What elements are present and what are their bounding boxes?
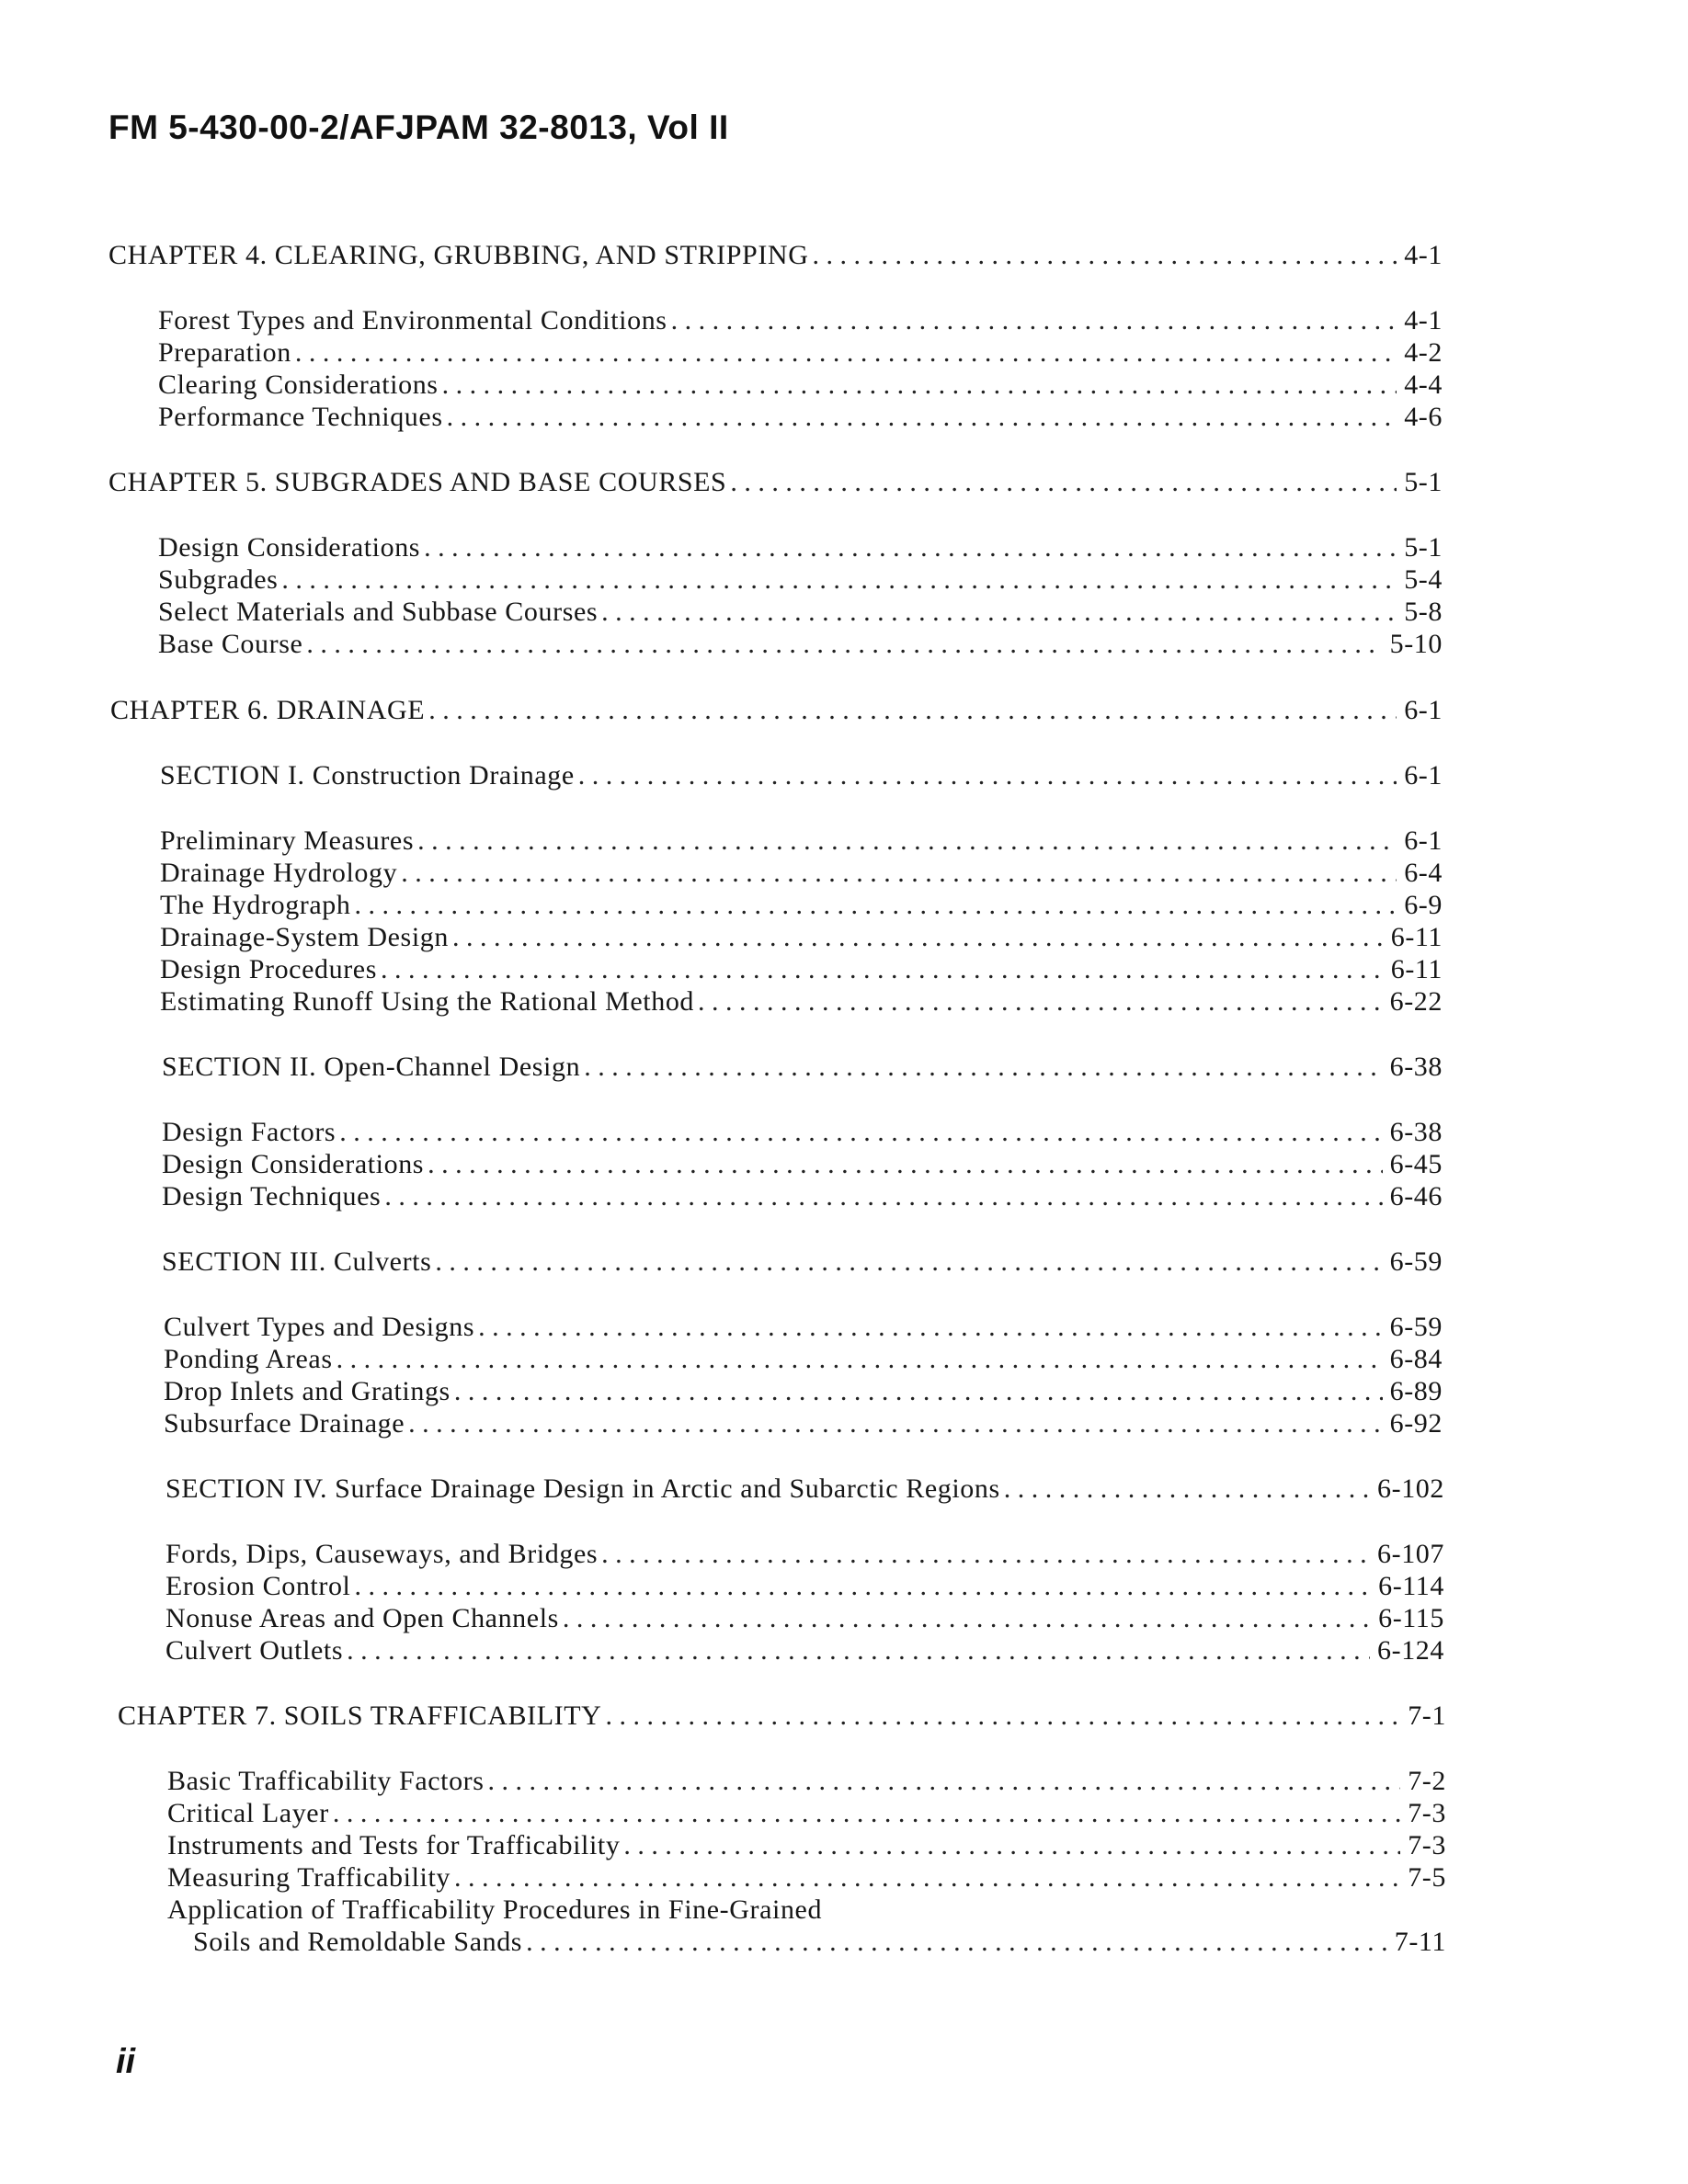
toc-entry-label: Drainage Hydrology (160, 858, 398, 888)
toc-page-number: 7-1 (1408, 1701, 1446, 1731)
toc-page-number: 6-38 (1389, 1052, 1443, 1082)
page-number: ii (116, 2042, 136, 2081)
dot-leader (384, 1180, 1382, 1213)
dot-leader (281, 563, 1397, 597)
toc-entry-label: Drop Inlets and Gratings (164, 1376, 451, 1406)
toc-entry (158, 628, 1443, 661)
toc-entry-label: Fords, Dips, Causeways, and Bridges (165, 1539, 599, 1569)
toc-entry-label: Instruments and Tests for Trafficability (167, 1830, 621, 1860)
dot-leader (424, 531, 1397, 564)
toc-entry-label: Base Course (158, 629, 303, 659)
dot-leader (452, 921, 1384, 954)
toc-page-number: 4-1 (1404, 240, 1443, 270)
toc-page-number: 6-102 (1377, 1473, 1444, 1504)
toc-entry (165, 1570, 1444, 1603)
toc-section-1 (160, 759, 1443, 792)
toc-entry (164, 1343, 1443, 1376)
dot-leader (526, 1926, 1387, 1959)
toc-page-number: 4-4 (1404, 370, 1443, 400)
toc-page-number: 6-45 (1389, 1149, 1443, 1179)
toc-page-number: 5-4 (1404, 564, 1443, 595)
toc-page-number: 4-6 (1404, 402, 1443, 432)
toc-page-number: 6-115 (1378, 1603, 1444, 1633)
toc-entry-label: Design Procedures (160, 954, 377, 984)
toc-entry (167, 1797, 1446, 1830)
dot-leader (355, 889, 1397, 922)
toc-entry (160, 857, 1443, 890)
toc-entry-label: Design Considerations (158, 532, 421, 563)
toc-entry-wrapped-first-line (167, 1894, 1446, 1927)
toc-entry (162, 1116, 1443, 1149)
toc-entry (167, 1829, 1446, 1862)
toc-page-number: 6-38 (1389, 1117, 1443, 1147)
toc-entry-label: Basic Trafficability Factors (167, 1766, 485, 1796)
dot-leader (623, 1829, 1400, 1862)
toc-entry (158, 336, 1443, 370)
dot-leader (605, 1700, 1400, 1733)
toc-page-number: 6-4 (1404, 858, 1443, 888)
toc-entry-label: CHAPTER 5. SUBGRADES AND BASE COURSES (108, 467, 727, 497)
toc-entry (165, 1634, 1444, 1667)
dot-leader (698, 985, 1383, 1018)
dot-leader (1004, 1473, 1370, 1506)
toc-page-number: 7-3 (1408, 1798, 1446, 1828)
toc-page-number: 6-9 (1404, 890, 1443, 920)
toc-entry-label: Performance Techniques (158, 402, 443, 432)
toc-entry (158, 596, 1443, 629)
toc-page-number: 6-59 (1389, 1246, 1443, 1277)
toc-entry (160, 889, 1443, 922)
toc-entry (162, 1180, 1443, 1213)
toc-entry (165, 1538, 1444, 1571)
dot-leader (454, 1375, 1383, 1408)
toc-page-number: 5-1 (1404, 532, 1443, 563)
toc-entry-label: Design Techniques (162, 1181, 382, 1211)
toc-entry (162, 1148, 1443, 1181)
toc-entry-label: Measuring Trafficability (167, 1862, 451, 1893)
toc-page-number: 4-2 (1404, 337, 1443, 368)
toc-entry-label: SECTION II. Open-Channel Design (162, 1052, 581, 1082)
dot-leader (408, 1407, 1382, 1440)
toc-entry-label: Erosion Control (165, 1571, 351, 1601)
dot-leader (428, 694, 1397, 727)
toc-entry (160, 921, 1443, 954)
toc-entry-label: CHAPTER 7. SOILS TRAFFICABILITY (118, 1701, 602, 1731)
toc-page-number: 6-46 (1389, 1181, 1443, 1211)
dot-leader (601, 596, 1397, 629)
dot-leader (333, 1797, 1400, 1830)
toc-page-number: 7-3 (1408, 1830, 1446, 1860)
dot-leader (478, 1311, 1382, 1344)
toc-chapter-4 (108, 239, 1443, 272)
toc-page-number: 6-1 (1404, 825, 1443, 856)
toc-entry-label: Subsurface Drainage (164, 1408, 405, 1439)
dot-leader (306, 628, 1382, 661)
toc-entry-label: Design Factors (162, 1117, 336, 1147)
dot-leader (295, 336, 1397, 370)
toc-chapter-6 (110, 694, 1443, 727)
toc-entry-label: Clearing Considerations (158, 370, 439, 400)
dot-leader (401, 857, 1397, 890)
toc-entry (164, 1311, 1443, 1344)
toc-page-number: 6-89 (1389, 1376, 1443, 1406)
toc-entry (164, 1375, 1443, 1408)
toc-page-number: 5-8 (1404, 597, 1443, 627)
toc-entry-label: Select Materials and Subbase Courses (158, 597, 599, 627)
toc-page-number: 6-59 (1389, 1312, 1443, 1342)
toc-page-number: 5-10 (1389, 629, 1443, 659)
toc-chapter-5 (108, 466, 1443, 499)
dot-leader (563, 1602, 1371, 1635)
dot-leader (601, 1538, 1370, 1571)
toc-chapter-7 (118, 1700, 1446, 1733)
toc-page-number: 6-107 (1377, 1539, 1444, 1569)
toc-page-number: 6-11 (1390, 954, 1443, 984)
dot-leader (584, 1051, 1382, 1084)
toc-entry (158, 304, 1443, 337)
toc-page-number: 6-84 (1389, 1344, 1443, 1374)
toc-entry-label: SECTION III. Culverts (162, 1246, 432, 1277)
toc-page-number: 6-124 (1377, 1635, 1444, 1666)
toc-page-number: 6-1 (1404, 760, 1443, 791)
dot-leader (417, 825, 1397, 858)
dot-leader (381, 953, 1384, 986)
dot-leader (428, 1148, 1383, 1181)
toc-section-2 (162, 1051, 1443, 1084)
dot-leader (447, 401, 1397, 434)
toc-entry-label: Application of Trafficability Procedures in Fine-Grained (167, 1894, 823, 1925)
toc-entry-label: Drainage-System Design (160, 922, 449, 952)
dot-leader (336, 1343, 1383, 1376)
toc-entry-label: Preparation (158, 337, 291, 368)
dot-leader (339, 1116, 1382, 1149)
dot-leader (812, 239, 1397, 272)
toc-section-3 (162, 1246, 1443, 1279)
toc-page-number: 7-5 (1408, 1862, 1446, 1893)
toc-entry (167, 1765, 1446, 1798)
toc-entry-label: Design Considerations (162, 1149, 425, 1179)
toc-entry (158, 401, 1443, 434)
toc-entry (193, 1926, 1446, 1959)
toc-page-number: 5-1 (1404, 467, 1443, 497)
toc-entry (158, 369, 1443, 402)
toc-entry (160, 953, 1443, 986)
toc-entry (167, 1861, 1446, 1894)
toc-page-number: 6-11 (1390, 922, 1443, 952)
toc-entry-label: Culvert Types and Designs (164, 1312, 475, 1342)
toc-entry-label: CHAPTER 6. DRAINAGE (110, 695, 426, 725)
toc-entry (160, 985, 1443, 1018)
toc-page-number: 6-22 (1389, 986, 1443, 1017)
toc-entry-label: Subgrades (158, 564, 279, 595)
toc-entry-label: SECTION I. Construction Drainage (160, 760, 575, 791)
toc-entry-label: Preliminary Measures (160, 825, 415, 856)
toc-entry-label: Forest Types and Environmental Conditions (158, 305, 667, 336)
toc-section-4 (165, 1473, 1444, 1506)
toc-page-number: 7-11 (1394, 1927, 1446, 1957)
toc-entry (158, 531, 1443, 564)
toc-entry (164, 1407, 1443, 1440)
toc-entry-label: SECTION IV. Surface Drainage Design in Arctic and Subarctic Regions (165, 1473, 1000, 1504)
toc-page-number: 6-114 (1378, 1571, 1444, 1601)
toc-entry-label: Nonuse Areas and Open Channels (165, 1603, 559, 1633)
toc-page-number: 6-92 (1389, 1408, 1443, 1439)
dot-leader (347, 1634, 1370, 1667)
dot-leader (578, 759, 1397, 792)
dot-leader (488, 1765, 1401, 1798)
dot-leader (671, 304, 1397, 337)
dot-leader (435, 1246, 1382, 1279)
dot-leader (454, 1861, 1400, 1894)
dot-leader (730, 466, 1397, 499)
toc-entry-label: Culvert Outlets (165, 1635, 344, 1666)
toc-entry (160, 825, 1443, 858)
toc-page-number: 4-1 (1404, 305, 1443, 336)
dot-leader (442, 369, 1397, 402)
toc-page-number: 7-2 (1408, 1766, 1446, 1796)
toc-entry (158, 563, 1443, 597)
toc-page-number: 6-1 (1404, 695, 1443, 725)
toc-entry-label: The Hydrograph (160, 890, 351, 920)
toc-entry (165, 1602, 1444, 1635)
toc-entry-label: Estimating Runoff Using the Rational Method (160, 986, 695, 1017)
dot-leader (355, 1570, 1372, 1603)
toc-entry-label: CHAPTER 4. CLEARING, GRUBBING, AND STRIPPING (108, 240, 809, 270)
document-header: FM 5-430-00-2/AFJPAM 32-8013, Vol II (108, 108, 729, 146)
toc-entry-label: Ponding Areas (164, 1344, 333, 1374)
toc-entry-label: Soils and Remoldable Sands (193, 1927, 523, 1957)
toc-entry-label: Critical Layer (167, 1798, 329, 1828)
